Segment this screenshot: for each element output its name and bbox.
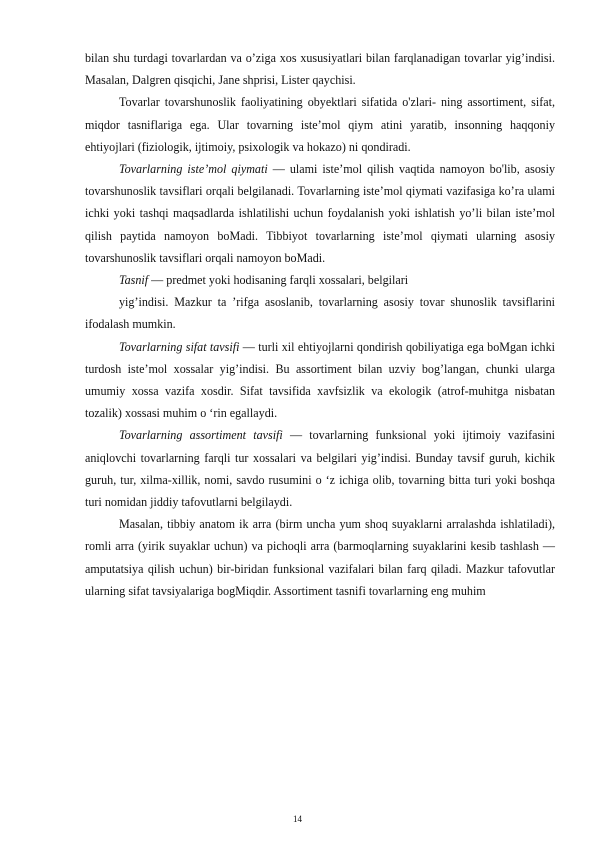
paragraph-text: Masalan, tibbiy anatom ik arra (birm uncha yum shoq suyaklarni arralashda ishlatiladi), romli arra (yirik suyaklar uchun) va pichoqli arra (barmoqlarning suyaklarini kesib tashlash — amputatsiya qilish uchun) bir-biridan funksional vazifalari bilan farq qiladi. Mazkur tafovutlar ularning sifat tavsiyalariga bogMiqdir. Assortiment tasnifi tovarlarning eng muhim: [85, 517, 555, 598]
paragraph-5: [85, 291, 555, 335]
paragraph-6: [85, 336, 555, 425]
term-assortment-description: Tovarlarning assortiment tavsifi: [119, 428, 283, 443]
paragraph-8: [85, 513, 555, 602]
term-quality-description: Tovarlarning sifat tavsifi: [119, 339, 240, 354]
paragraph-text: — turli xil ehtiyojlarni qondirish qobiliyatiga ega boMgan ichki turdosh iste’mol xossalar yig’indisi. Bu assortiment bilan uzviy bog’langan, chunki ularga umumiy xossa vazifa xosdir. Sifat tavsifida xavfsizlik va ekologik (atrof-muhitga nisbatan tozalik) xossasi muhim o ‘rin egallaydi.: [85, 339, 555, 421]
page-number: 14: [293, 814, 302, 824]
paragraph-text: bilan shu turdagi tovarlardan va o’ziga xos xususiyatlari bilan farqlanadigan tovarlar yig’indisi. Masalan, Dalgren qisqichi, Jane shprisi, Lister qaychisi.: [85, 51, 555, 88]
term-consumer-value: Tovarlarning iste’mol qiymati: [119, 162, 268, 177]
paragraph-3: [85, 158, 555, 269]
paragraph-text: Tovarlar tovarshunoslik faoliyatining obyektlari sifatida o'zlari- ning assortiment, sifat, miqdor tasniflariga ega. Ular tovarning iste’mol qiym atini yaratib, insonning haqqoniy ehtiyojlari (fiziologik, ijtimoiy, psixologik va hokazo) ni qondiradi.: [85, 95, 555, 154]
paragraph-text: — tovarlarning funksional yoki ijtimoiy vazifasini aniqlovchi tovarlarning farqli tur xossalari va belgilari yig’indisi. Bunday tavsif guruh, kichik guruh, tur, xilma-xillik, nomi, savdo rusumini o ‘z ichiga olib, tovarning bitta turi yoki boshqa turi nomidan jiddiy tafovutlarni belgilaydi.: [85, 428, 555, 510]
term-classification: Tasnif: [119, 273, 149, 288]
paragraph-text: yig’indisi. Mazkur ta ’rifga asoslanib, tovarlarning asosiy tovar shunoslik tavsiflarini ifodalash mumkin.: [85, 295, 555, 332]
paragraph-text: — predmet yoki hodisaning farqli xossalari, belgilari: [148, 273, 409, 288]
paragraph-1: [85, 47, 555, 91]
paragraph-7: [85, 424, 555, 513]
paragraph-2: [85, 91, 555, 158]
paragraph-text: — ulami iste’mol qilish vaqtida namoyon bo'lib, asosiy tovarshunoslik tavsiflari orqali belgilanadi. Tovarlarning iste’mol qiymati vazifasiga ko’ra ulami ichki yoki tashqi maqsadlarda ishlatilishi uchun foydalanish yoki ishlatish yo’li bilan iste’mol qilish paytida namoyon boMadi. Tibbiyot tovarlarning iste’mol qiymati ularning asosiy tovarshunoslik tavsiflari orqali namoyon boMadi.: [85, 162, 555, 265]
page-body: [85, 47, 555, 602]
paragraph-4: [85, 269, 555, 291]
